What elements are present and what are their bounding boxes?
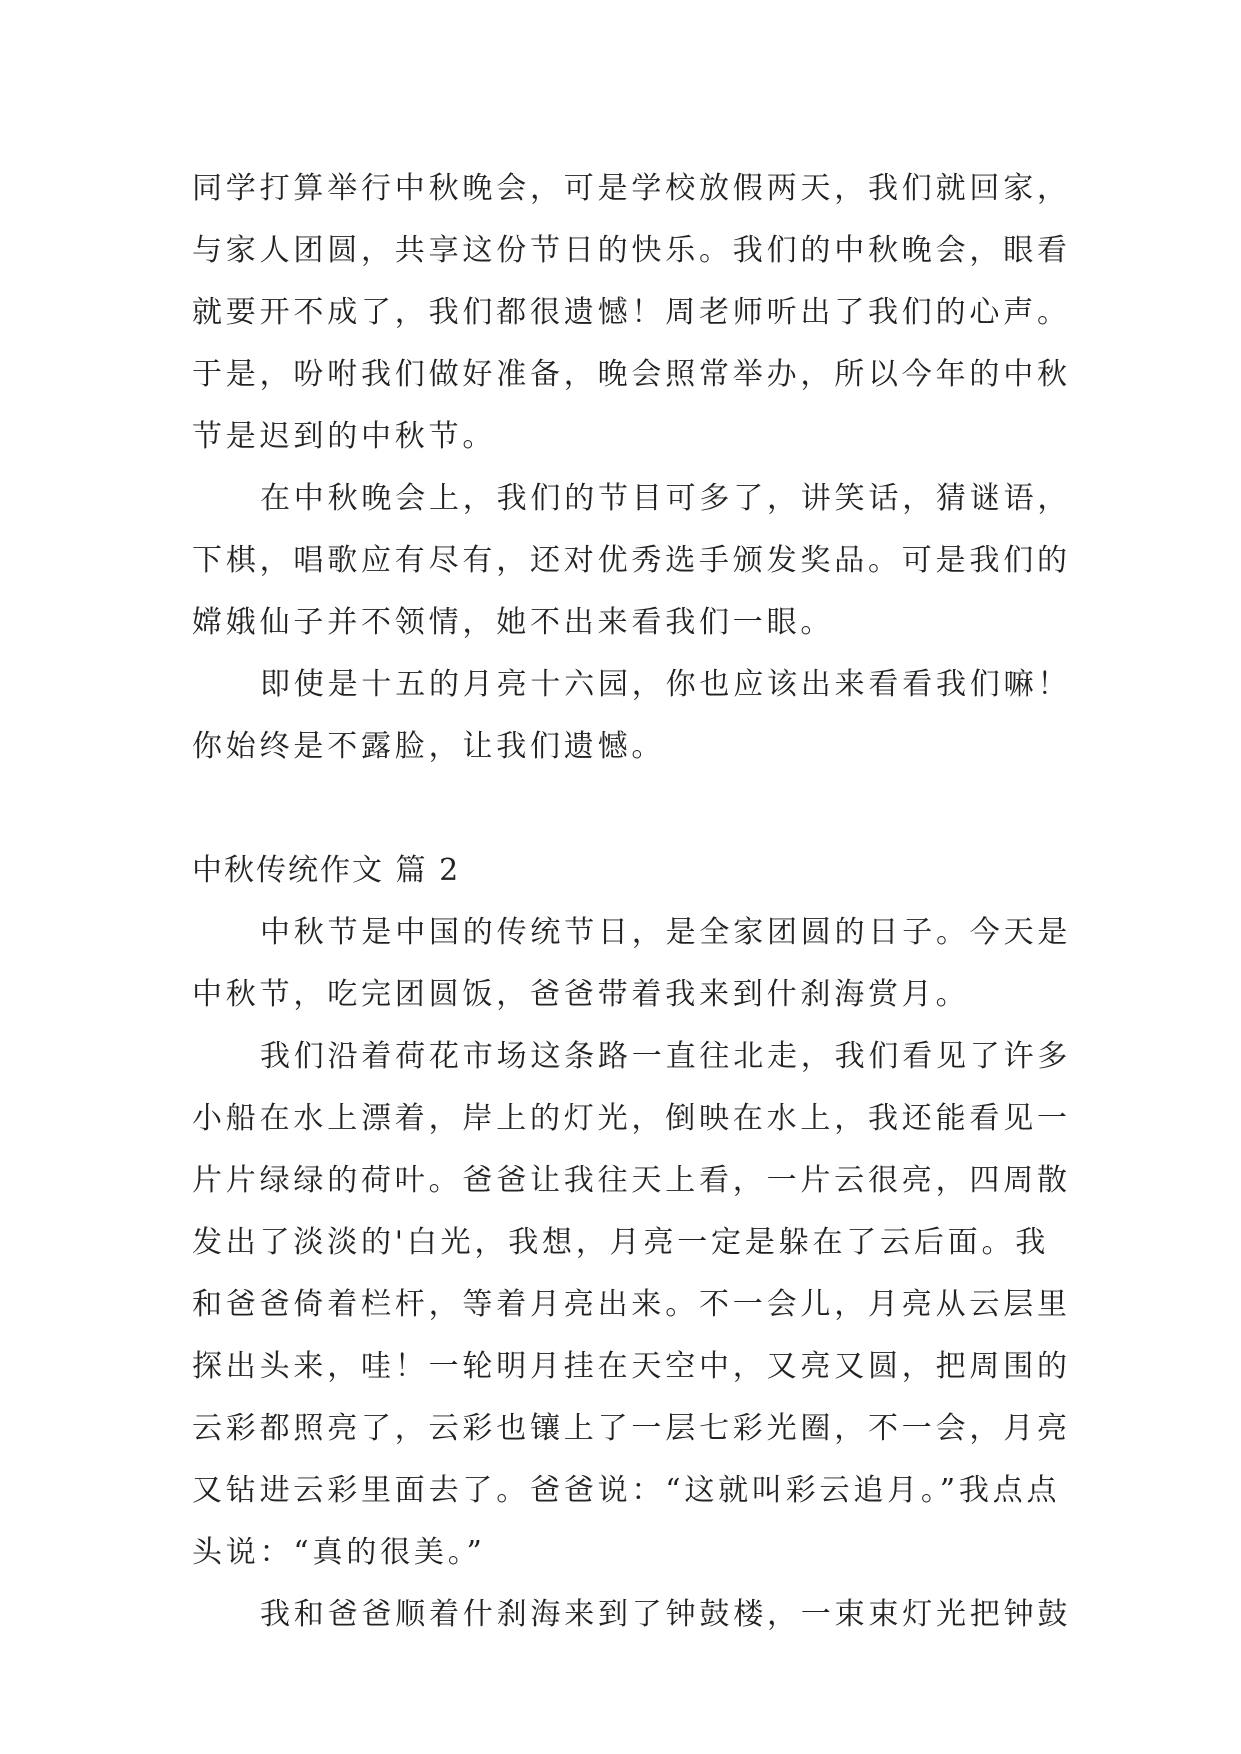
text-line: 同学打算举行中秋晚会，可是学校放假两天，我们就回家， [192,171,1071,206]
text-line: 下棋，唱歌应有尽有，还对优秀选手颁发奖品。可是我们的 [192,543,1071,578]
paragraph-first-line: 我们沿着荷花市场这条路一直往北走，我们看见了许多 [260,1039,1072,1074]
section-heading: 中秋传统作文 篇 2 [192,853,461,888]
text-line: 和爸爸倚着栏杆，等着月亮出来。不一会儿，月亮从云层里 [192,1287,1071,1322]
paragraph-first-line: 中秋节是中国的传统节日，是全家团圆的日子。今天是 [260,915,1072,950]
paragraph-first-line: 在中秋晚会上，我们的节目可多了，讲笑话，猜谜语， [260,481,1072,516]
section-spacer [192,778,1072,840]
text-line: 探出头来，哇！一轮明月挂在天空中，又亮又圆，把周围的 [192,1349,1071,1384]
text-line: 与家人团圆，共享这份节日的快乐。我们的中秋晚会，眼看 [192,233,1071,268]
text-line: 又钻进云彩里面去了。爸爸说：“这就叫彩云追月。”我点点 [192,1473,1061,1508]
text-line: 中秋节，吃完团圆饭，爸爸带着我来到什刹海赏月。 [192,977,970,1012]
document-body [192,158,1072,1646]
text-line: 头说：“真的很美。” [192,1535,486,1570]
paragraph-first-line: 即使是十五的月亮十六园，你也应该出来看看我们嘛！ [260,667,1072,702]
text-line: 就要开不成了，我们都很遗憾！周老师听出了我们的心声。 [192,295,1071,330]
text-line: 于是，吩咐我们做好准备，晚会照常举办，所以今年的中秋 [192,357,1071,392]
text-line: 你始终是不露脸，让我们遗憾。 [192,729,666,764]
text-line: 云彩都照亮了，云彩也镶上了一层七彩光圈，不一会，月亮 [192,1411,1071,1446]
text-line: 节是迟到的中秋节。 [192,419,497,454]
paragraph-first-line: 我和爸爸顺着什刹海来到了钟鼓楼，一束束灯光把钟鼓 [260,1597,1072,1632]
text-line: 嫦娥仙子并不领情，她不出来看我们一眼。 [192,605,835,640]
text-line: 发出了淡淡的'白光，我想，月亮一定是躲在了云后面。我 [192,1225,1050,1260]
text-line: 片片绿绿的荷叶。爸爸让我往天上看，一片云很亮，四周散 [192,1163,1071,1198]
text-line: 小船在水上漂着，岸上的灯光，倒映在水上，我还能看见一 [192,1101,1071,1136]
